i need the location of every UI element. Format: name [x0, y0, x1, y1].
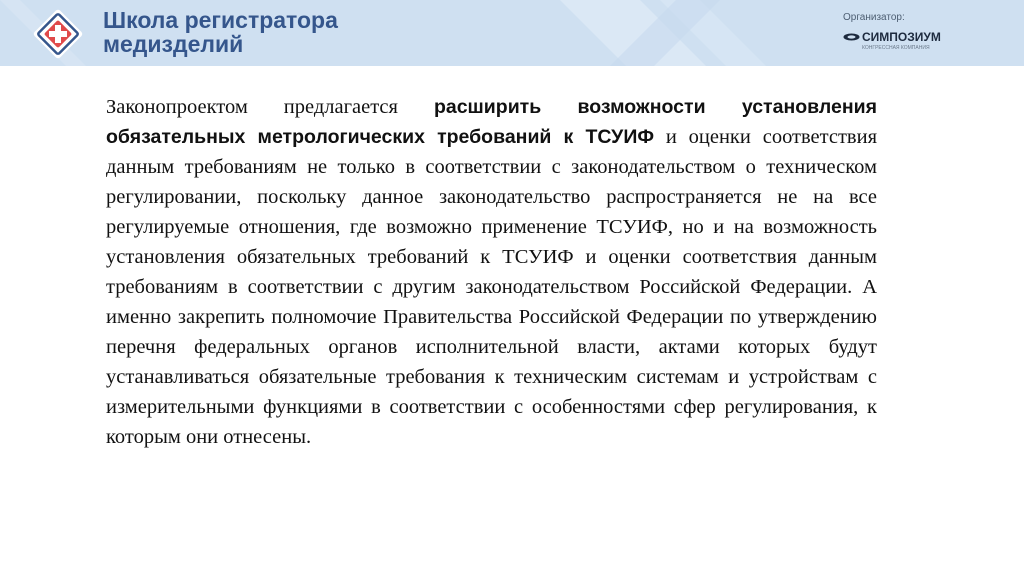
- organizer-name: СИМПОЗИУМ: [862, 30, 941, 44]
- main-paragraph: [106, 92, 877, 452]
- header-bar: [0, 0, 1024, 66]
- brand-line-1: Школа регистратора: [103, 7, 338, 33]
- organizer-subtitle: КОНГРЕССНАЯ КОМПАНИЯ: [862, 45, 930, 51]
- paragraph-emphasis: расширить возможности установления обязательных метрологических требований к ТСУИФ: [106, 96, 877, 148]
- school-logo-icon: [30, 6, 86, 62]
- brand-title: [103, 8, 338, 56]
- paragraph-lead: Законопроектом предлагается: [106, 96, 434, 118]
- brand-line-2: медизделий: [103, 31, 244, 57]
- simposium-logo-icon: [843, 33, 860, 41]
- paragraph-rest: и оценки соответствия данным требованиям не только в соответствии с законодательством о техническом регулировании, поскольку данное законодательство распространяется не на все регулируемые отношения, где возможно применение ТСУИФ, но и на возможность установления обязательных требований к ТСУИФ и оценки соответствия данным требованиям в соответствии с другим законодательством Российской Федерации. А именно закрепить полномочие Правительства Российской Федерации по утверждению перечня федеральных органов исполнительной власти, актами которых будут устанавливаться обязательные требования к техническим системам и устройствам с измерительными функциями в соответствии с особенностями сфер регулирования, к которым они отнесены.: [106, 126, 878, 448]
- organizer-label: Организатор:: [843, 12, 905, 23]
